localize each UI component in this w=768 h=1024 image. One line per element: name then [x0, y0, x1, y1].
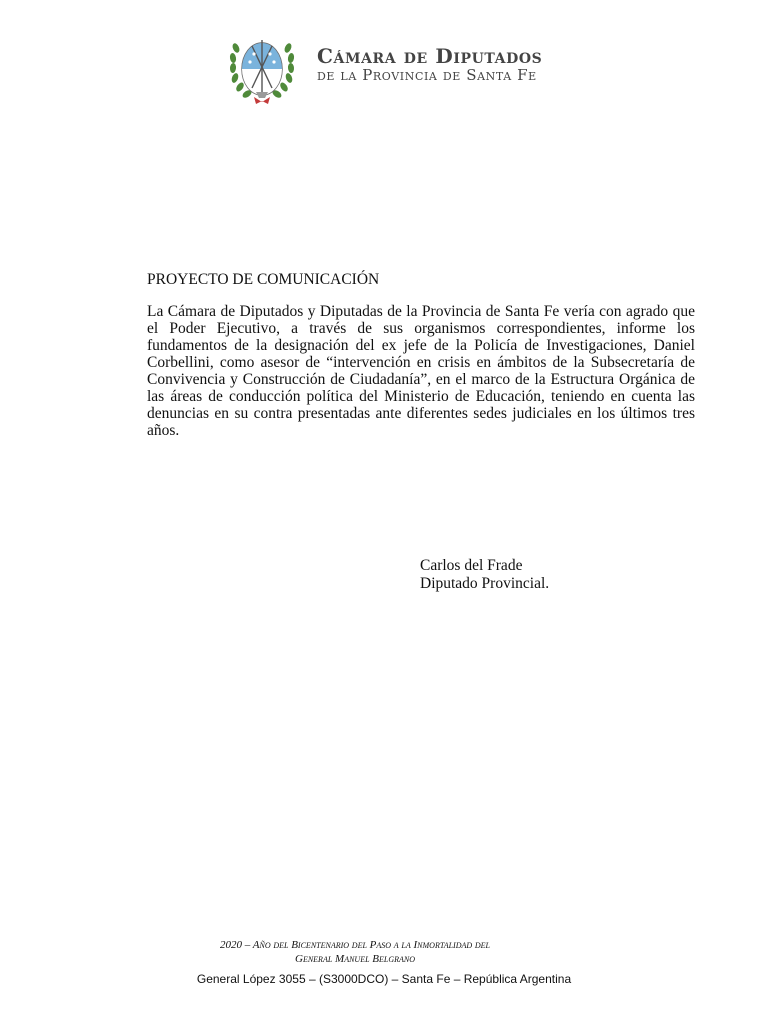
footer-motto-line1: 2020 – Año del Bicentenario del Paso a la Inmortalidad del — [219, 939, 491, 951]
signatory-role: Diputado Provincial. — [420, 575, 550, 592]
institution-name-line2: de la Provincia de Santa Fe — [317, 66, 537, 84]
signature-block — [420, 557, 549, 593]
document-title: PROYECTO DE COMUNICACIÓN — [147, 271, 380, 288]
document-content — [147, 271, 695, 439]
document-body: La Cámara de Diputados y Diputadas de la Provincia de Santa Fe vería con agrado que el Poder Ejecutivo, a través de sus organismos correspondientes, informe los fundamentos de la designación del ex jefe de la Policía de Investigaciones, Daniel Corbellini, como asesor de “intervención en crisis en ámbitos de la Subsecretaría de Convivencia y Construcción de Ciudadanía”, en el marco de la Estructura Orgánica de las áreas de conducción política del Ministerio de Educación, teniendo en cuenta las denuncias en su contra presentadas ante diferentes sedes judiciales en los últimos tres años. — [147, 303, 695, 439]
letterhead — [228, 32, 568, 108]
provincial-seal-icon — [228, 32, 296, 106]
footer-motto-line2: General Manuel Belgrano — [295, 953, 415, 965]
footer-motto — [160, 938, 550, 966]
signatory-name: Carlos del Frade — [420, 557, 523, 574]
institution-name — [317, 46, 542, 83]
footer-address: General López 3055 – (S3000DCO) – Santa Fe – República Argentina — [196, 972, 572, 986]
institution-name-line1: Cámara de Diputados — [317, 44, 543, 68]
